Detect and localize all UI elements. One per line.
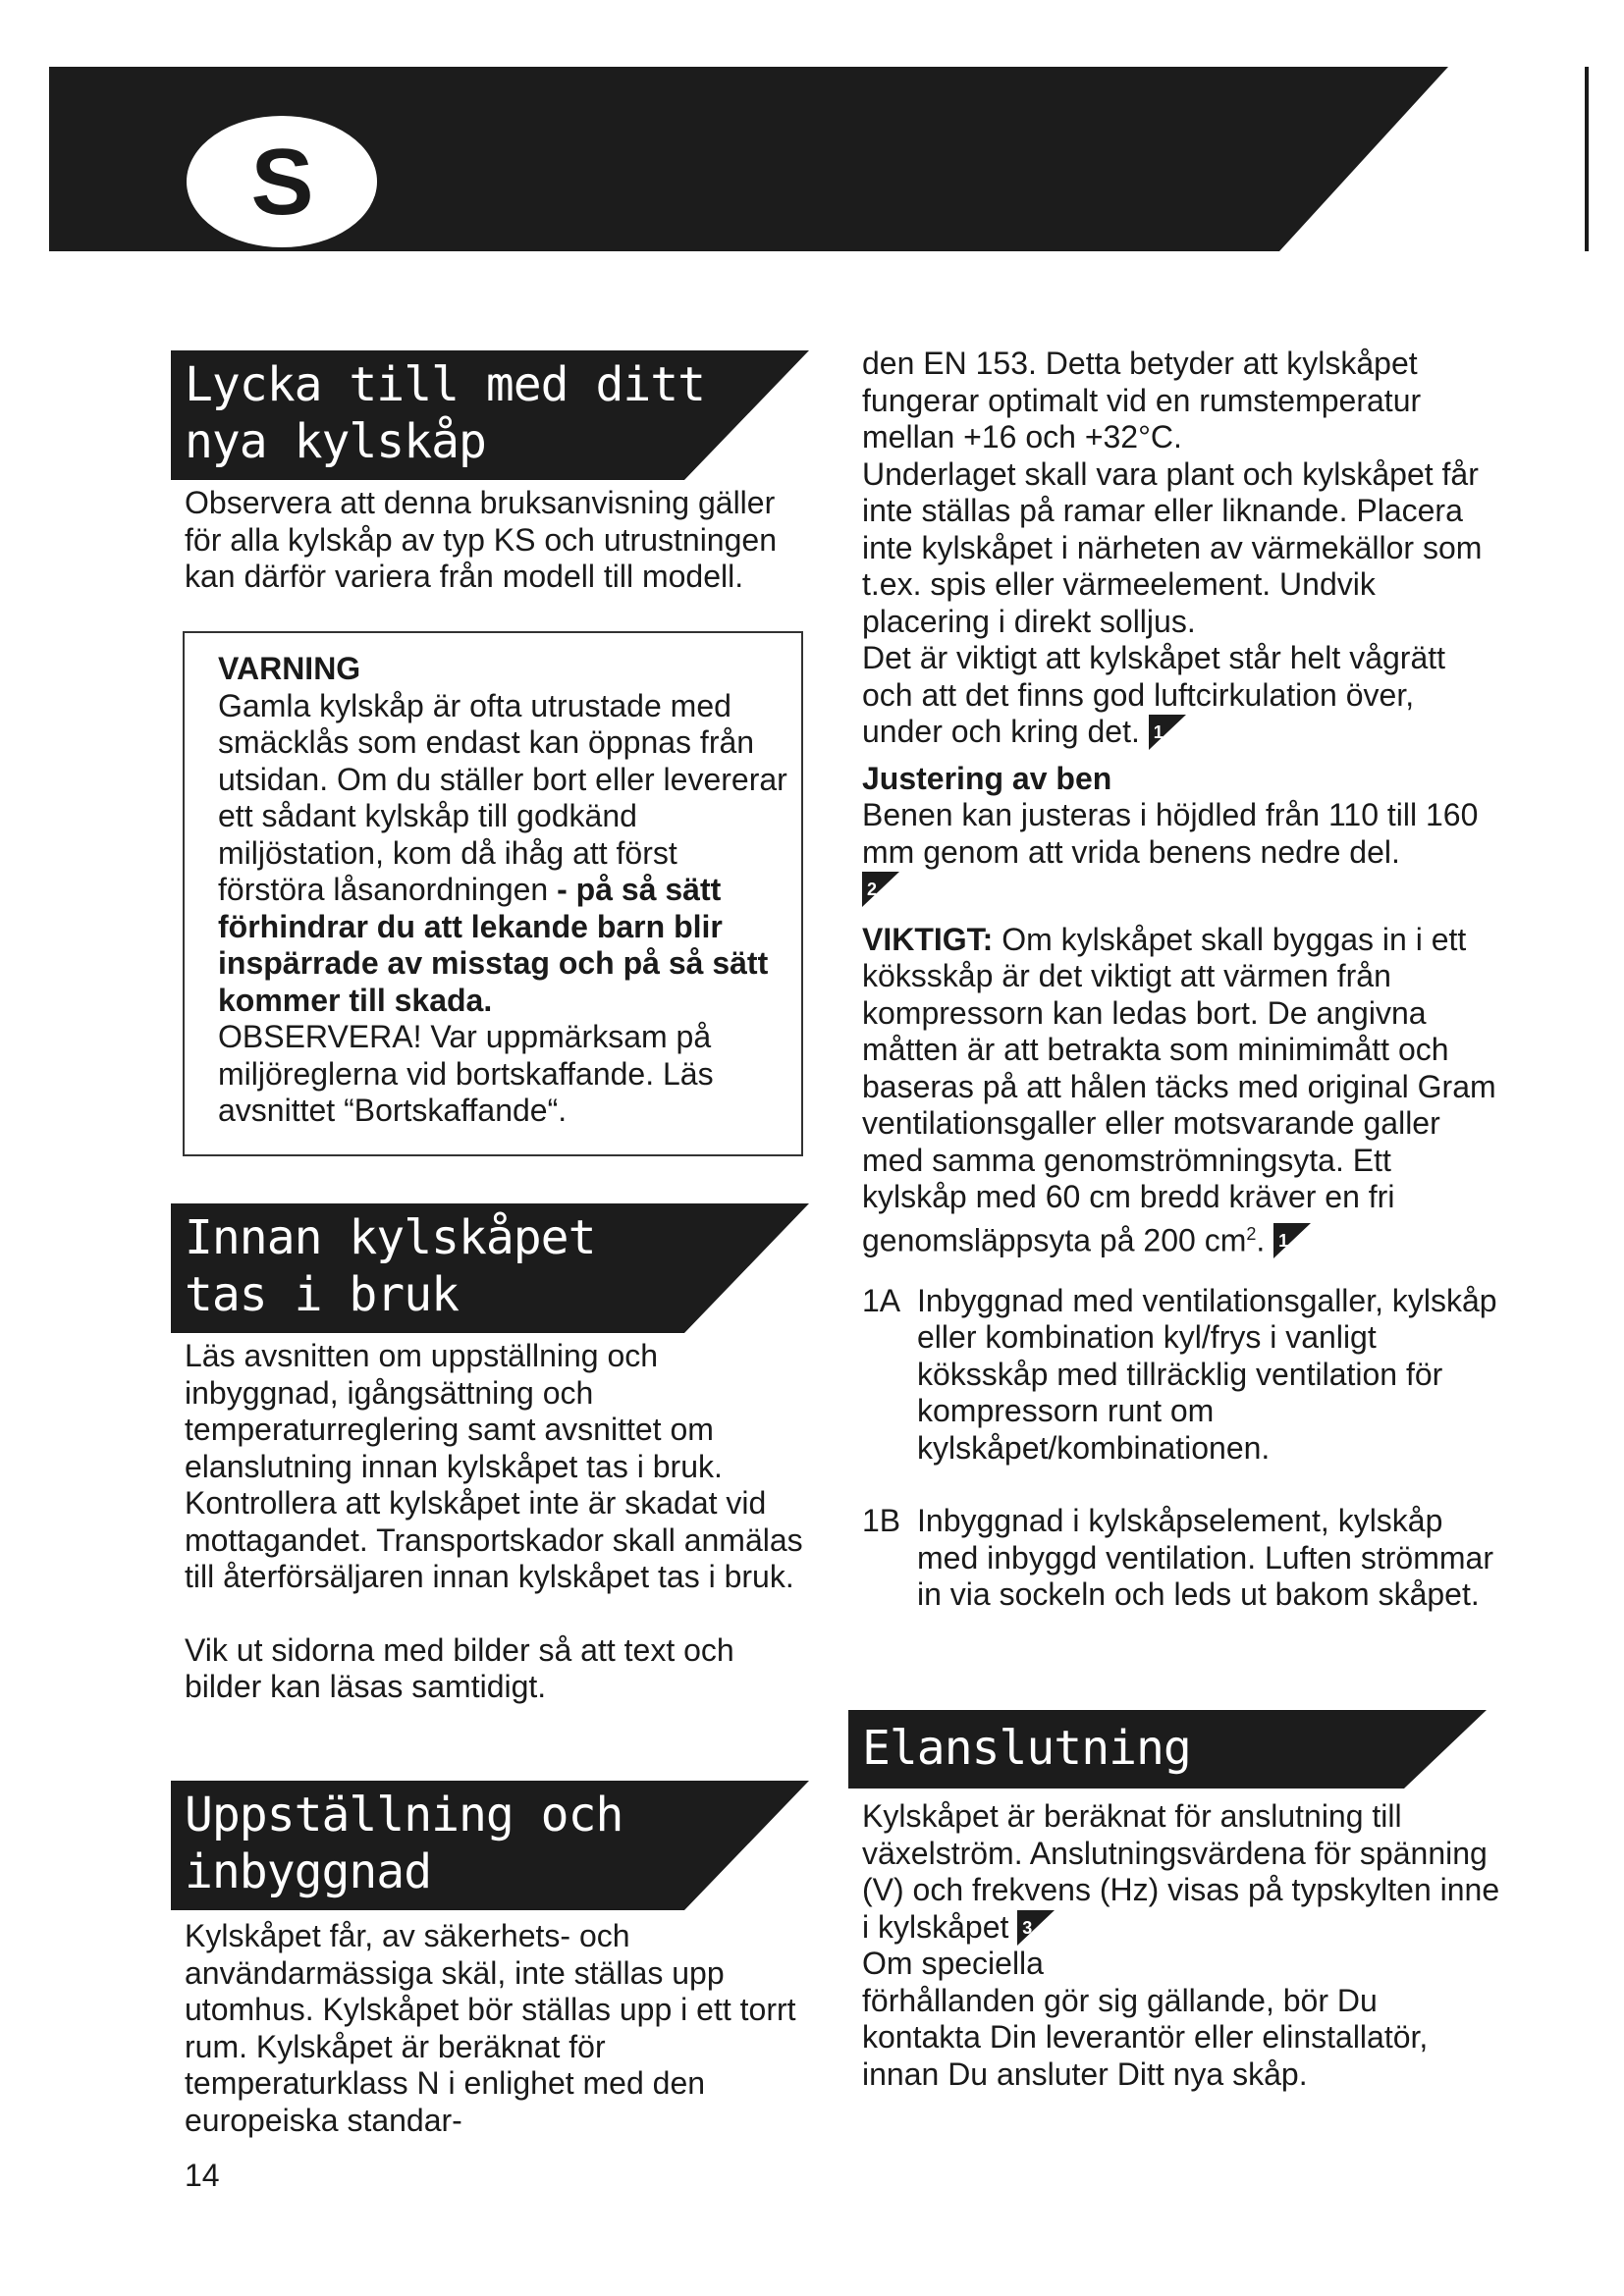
electrical-p3: förhållanden gör sig gällande, bör Du kontakta Din leverantör eller elinstallatör, innan Du ansluter Ditt nya skåp. [862, 1982, 1429, 2092]
important-label: VIKTIGT: [862, 921, 994, 957]
installation-cont-1: den EN 153. Detta betyder att kylskåpet fungerar optimalt vid en rumstemperatur mellan +16 och +32°C. [862, 346, 1422, 454]
legs-text: Benen kan justeras i höjdled från 110 till 160 mm genom att vrida benens nedre del. [862, 797, 1479, 870]
page-number: 14 [185, 2158, 220, 2193]
figure-ref-icon: 1 [1149, 715, 1186, 750]
important-superscript: 2 [1246, 1223, 1257, 1244]
warning-text-bold: - på så sätt förhindrar du att lekande barn blir inspärrade av misstag och på så sätt kommer till skada. [218, 872, 769, 1018]
option-text: Inbyggnad med ventilationsgaller, kylskåp eller kombination kyl/frys i vanligt köksskåp med tillräcklig ventilation för kompressorn runt om kylskåpet/kombinationen. [917, 1282, 1497, 1466]
figure-ref-icon: 2 [862, 872, 899, 907]
warning-box [183, 631, 803, 1156]
important-text: Om kylskåpet skall byggas in i ett köksskåp är det viktigt att värmen från kompressorn kan ledas bort. De angivna måtten är att betrakta som minimimått och baseras på att hålen täcks med original Gram ventilationsgaller eller motsvarande galler med samma genomströmningsyta. Ett kylskåp med 60 cm bredd kräver en fri genomsläppsyta på 200 cm [862, 921, 1496, 1258]
installation-cont-2: Underlaget skall vara plant och kylskåpet får inte ställas på ramar eller liknande. Placera inte kylskåpet i närheten av värmekällor som t.ex. spis eller värmeelement. Undvik placering i direkt solljus. [862, 455, 1483, 639]
heading-line-1: Lycka till med ditt [185, 357, 706, 412]
heading-line-2: tas i bruk [185, 1267, 459, 1322]
figure-ref-icon: 1 [1273, 1223, 1311, 1258]
before-use-p3: Vik ut sidorna med bilder så att text och bilder kan läsas samtidigt. [185, 1631, 734, 1704]
warning-note: OBSERVERA! Var uppmärksam på miljöreglerna vid bortskaffande. Läs avsnittet “Bortskaffande“. [218, 1019, 714, 1128]
option-1b [862, 1503, 1500, 1614]
figure-ref-icon: 3 [1017, 1910, 1055, 1946]
electrical-text [862, 1798, 1500, 2093]
language-badge: S [250, 129, 314, 235]
option-1a [862, 1283, 1500, 1468]
right-column [862, 346, 1500, 1614]
heading-line-2: nya kylskåp [185, 414, 486, 469]
intro-text: Observera att denna bruksanvisning gäller för alla kylskåp av typ KS och utrustningen kan därför variera från modell till modell. [185, 485, 777, 594]
option-text: Inbyggnad i kylskåpselement, kylskåp med inbyggd ventilation. Luften strömmar in via sockeln och leds ut bakom skåpet. [917, 1503, 1493, 1613]
before-use-p1: Läs avsnitten om uppställning och inbyggnad, igångsättning och temperaturreglering samt avsnittet om elanslutning innan kylskåpet tas i bruk. [185, 1338, 723, 1484]
before-use-text [185, 1338, 813, 1706]
section-heading-installation [171, 1781, 809, 1910]
warning-title: VARNING [218, 651, 361, 686]
warning-content [218, 651, 787, 1130]
installation-text: Kylskåpet får, av säkerhets- och användarmässiga skäl, inte ställas upp utomhus. Kylskåpet bör ställas upp i ett torrt rum. Kylskåpet är beräknat för temperaturklass N i enlighet med den europeiska standar- [185, 1918, 796, 2138]
section-heading-intro [171, 350, 809, 480]
installation-cont-3: Det är viktigt att kylskåpet står helt vågrätt och att det finns god luftcirkulation över, under och kring det. [862, 640, 1446, 749]
option-label: 1B [862, 1503, 901, 1539]
section-heading-electrical [848, 1710, 1487, 1789]
heading-line-2: inbyggnad [185, 1844, 432, 1899]
electrical-p2: Om speciella [862, 1946, 1044, 1981]
top-banner [49, 67, 1473, 251]
legs-title: Justering av ben [862, 760, 1112, 796]
warning-text-normal: Gamla kylskåp är ofta utrustade med smäcklås som endast kan öppnas från utsidan. Om du ställer bort eller levererar ett sådant kylskåp till godkänd miljöstation, kom då ihåg att först förstöra låsanordningen [218, 687, 787, 907]
section-heading-before-use [171, 1203, 809, 1333]
before-use-p2: Kontrollera att kylskåpet inte är skadat vid mottagandet. Transportskador skall anmälas till återförsäljaren innan kylskåpet tas i bruk. [185, 1485, 803, 1594]
important-end: . [1256, 1222, 1266, 1258]
heading-line-1: Elanslutning [862, 1721, 1191, 1776]
electrical-p1: Kylskåpet är beräknat för anslutning till växelström. Anslutningsvärdena för spänning (V) och frekvens (Hz) visas på typskylten inne i kylskåpet [862, 1798, 1500, 1945]
heading-line-1: Innan kylskåpet [185, 1210, 596, 1265]
option-label: 1A [862, 1282, 901, 1318]
heading-line-1: Uppställning och [185, 1788, 623, 1842]
right-margin-rule [1585, 67, 1589, 251]
